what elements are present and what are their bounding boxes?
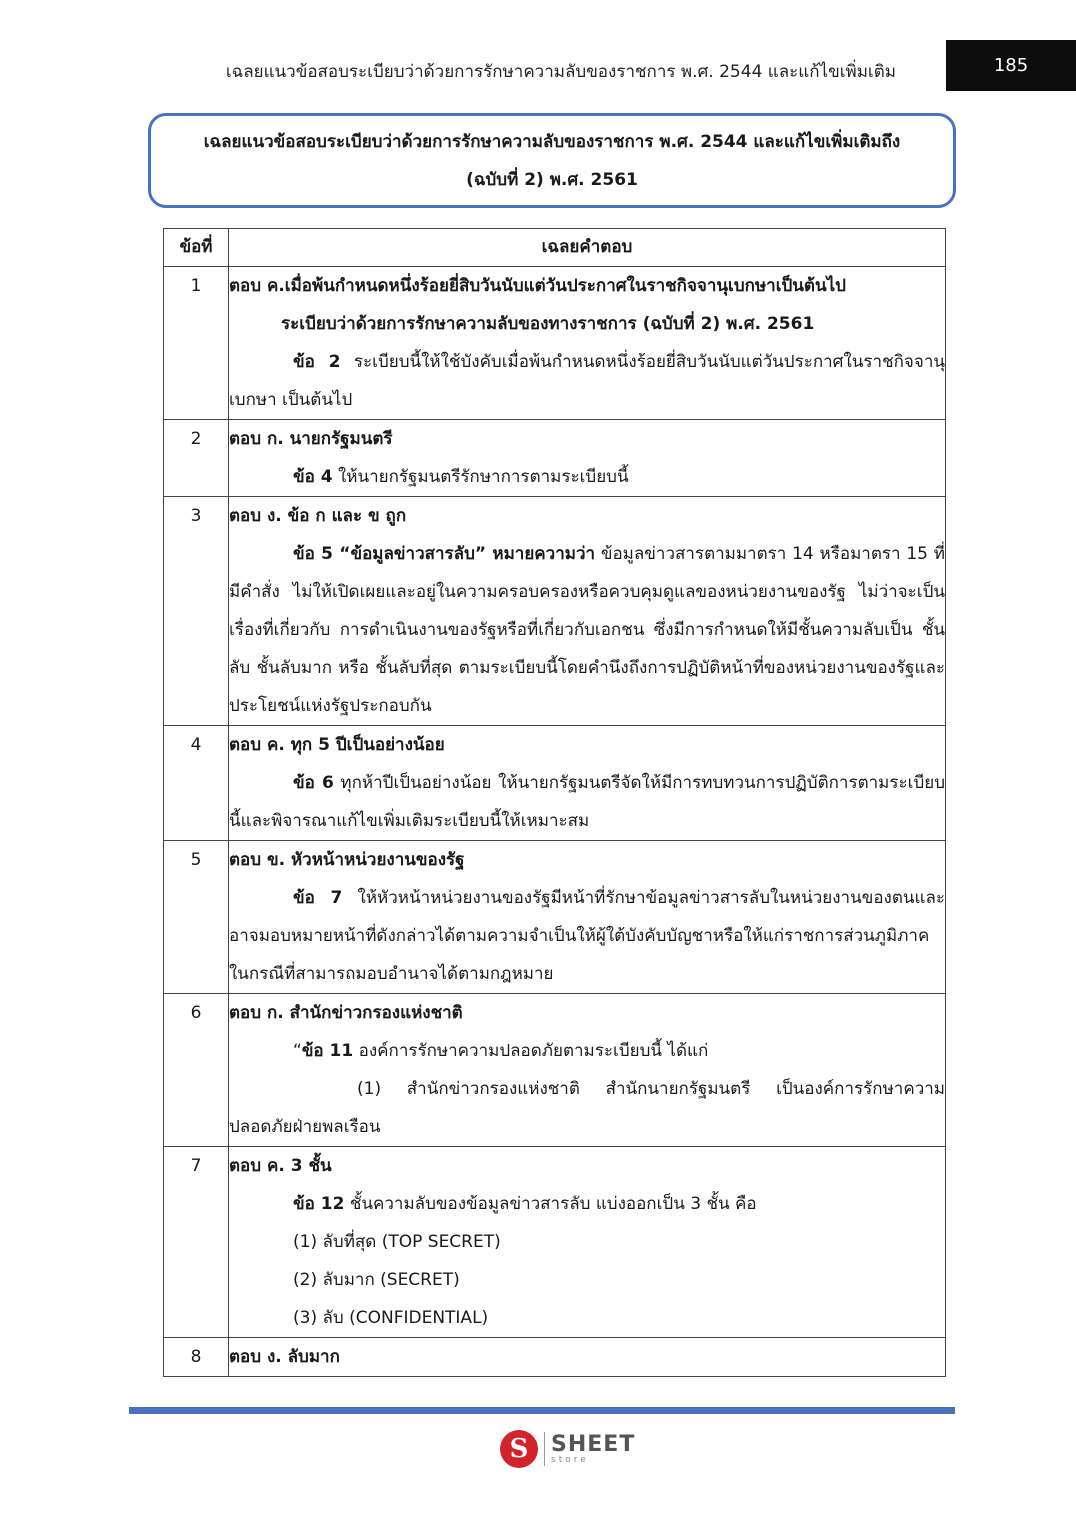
column-header-number: ข้อที่ [164,229,229,267]
explanation [229,535,945,725]
title-line-1: เฉลยแนวข้อสอบระเบียบว่าด้วยการรักษาความลับของราชการ พ.ศ. 2544 และแก้ไขเพิ่มเติมถึง [203,131,901,152]
column-header-answer: เฉลยคำตอบ [229,229,946,267]
table-row [164,1147,946,1338]
table-row [164,1338,946,1377]
table-header-row [164,229,946,267]
clause-detail: ให้นายกรัฐมนตรีรักษาการตามระเบียบนี้ [337,467,629,487]
clause-label: ข้อ 12 [293,1194,345,1214]
list-item: (2) ลับมาก (SECRET) [293,1270,460,1290]
explanation [229,458,945,496]
row-answer-cell [229,267,946,420]
clause-label: ข้อ 2 [293,352,341,372]
row-number: 7 [164,1147,229,1338]
answer-text: ตอบ ค. ทุก 5 ปีเป็นอย่างน้อย [229,735,445,755]
row-number: 4 [164,726,229,841]
clause-detail: ข้อมูลข่าวสารตามมาตรา 14 หรือมาตรา 15 ที่มีคำสั่ง ไม่ให้เปิดเผยและอยู่ในความครอบครองหรือควบคุมดูแลของหน่วยงานของรัฐ ไม่ว่าจะเป็นเรื่องที่เกี่ยวกับ การดำเนินงานของรัฐหรือที่เกี่ยวกับเอกชน ซึ่งมีการกำหนดให้มีชั้นความลับเป็น ชั้นลับ ชั้นลับมาก หรือ ชั้นลับที่สุด ตามระเบียบนี้โดยคำนึงถึงการปฏิบัติหน้าที่ของหน่วยงานของรัฐและประโยชน์แห่งรัฐประกอบกัน [229,544,945,716]
clause-label: ข้อ 5 “ข้อมูลข่าวสารลับ” หมายความว่า [293,544,596,564]
explanation [229,1032,945,1070]
answer-text: ตอบ ง. ลับมาก [229,1347,340,1367]
clause-label: ข้อ 7 [293,888,343,908]
row-answer-cell [229,994,946,1147]
row-answer-cell [229,497,946,726]
logo-s-icon: S [500,1430,538,1468]
row-answer-cell [229,1147,946,1338]
clause-label: ข้อ 11 [301,1041,354,1061]
open-quote: “ [293,1041,302,1061]
logo-divider [544,1432,545,1466]
clause-detail: ให้หัวหน้าหน่วยงานของรัฐมีหน้าที่รักษาข้อมูลข่าวสารลับในหน่วยงานของตนและอาจมอบหมายหน้าที่ดังกล่าวได้ตามความจำเป็นให้ผู้ใต้บังคับบัญชาหรือให้แก่ราชการส่วนภูมิภาค ในกรณีที่สามารถมอบอำนาจได้ตามกฎหมาย [229,888,946,984]
row-number: 1 [164,267,229,420]
table-row [164,497,946,726]
answer-text: ตอบ ค.เมื่อพ้นกำหนดหนึ่งร้อยยี่สิบวันนับแต่วันประกาศในราชกิจจานุเบกษาเป็นต้นไป [229,276,846,296]
row-number: 5 [164,841,229,994]
title-box [148,113,956,208]
clause-detail: ระเบียบนี้ให้ใช้บังคับเมื่อพ้นกำหนดหนึ่งร้อยยี่สิบวันนับแต่วันประกาศในราชกิจจานุเบกษา เป็นต้นไป [229,352,945,410]
sheet-store-logo [500,1428,635,1470]
page-number: 185 [946,40,1076,91]
row-number: 8 [164,1338,229,1377]
table-row [164,420,946,497]
list-item: (1) ลับที่สุด (TOP SECRET) [293,1232,501,1252]
explanation [229,764,945,840]
row-answer-cell [229,841,946,994]
title-line-2: (ฉบับที่ 2) พ.ศ. 2561 [466,169,638,190]
table-row [164,267,946,420]
answer-text: ตอบ ง. ข้อ ก และ ข ถูก [229,506,407,526]
row-answer-cell [229,726,946,841]
explanation [229,1185,945,1223]
explanation [229,879,945,993]
clause-label: ข้อ 6 [293,773,334,793]
clause-label: ข้อ 4 [293,467,333,487]
reference-text: ระเบียบว่าด้วยการรักษาความลับของทางราชการ (ฉบับที่ 2) พ.ศ. 2561 [281,314,815,334]
answer-text: ตอบ ค. 3 ชั้น [229,1156,332,1176]
table-row [164,726,946,841]
clause-detail: ทุกห้าปีเป็นอย่างน้อย ให้นายกรัฐมนตรีจัดให้มีการทบทวนการปฏิบัติการตามระเบียบนี้และพิจารณาแก้ไขเพิ่มเติมระเบียบนี้ให้เหมาะสม [229,773,945,831]
row-answer-cell [229,420,946,497]
table-row [164,994,946,1147]
answer-text: ตอบ ก. สำนักข่าวกรองแห่งชาติ [229,1003,463,1023]
answer-text: ตอบ ข. หัวหน้าหน่วยงานของรัฐ [229,850,465,870]
sub-clause: (1) สำนักข่าวกรองแห่งชาติ สำนักนายกรัฐมนตรี เป็นองค์การรักษาความปลอดภัยฝ่ายพลเรือน [229,1079,945,1137]
clause-detail: องค์การรักษาความปลอดภัยตามระเบียบนี้ ได้แก่ [358,1041,709,1061]
row-number: 3 [164,497,229,726]
logo-subword: store [551,1454,589,1465]
explanation [229,343,945,419]
row-number: 2 [164,420,229,497]
answer-text: ตอบ ก. นายกรัฐมนตรี [229,429,393,449]
logo-word: SHEET [551,1431,636,1457]
answer-table [163,228,946,1377]
running-header: เฉลยแนวข้อสอบระเบียบว่าด้วยการรักษาความลับของราชการ พ.ศ. 2544 และแก้ไขเพิ่มเติม [225,62,896,82]
footer-divider [129,1407,955,1414]
table-row [164,841,946,994]
row-number: 6 [164,994,229,1147]
logo-text [551,1431,636,1465]
list-item: (3) ลับ (CONFIDENTIAL) [293,1308,489,1328]
clause-detail: ชั้นความลับของข้อมูลข่าวสารลับ แบ่งออกเป็น 3 ชั้น คือ [349,1194,757,1214]
row-answer-cell [229,1338,946,1377]
